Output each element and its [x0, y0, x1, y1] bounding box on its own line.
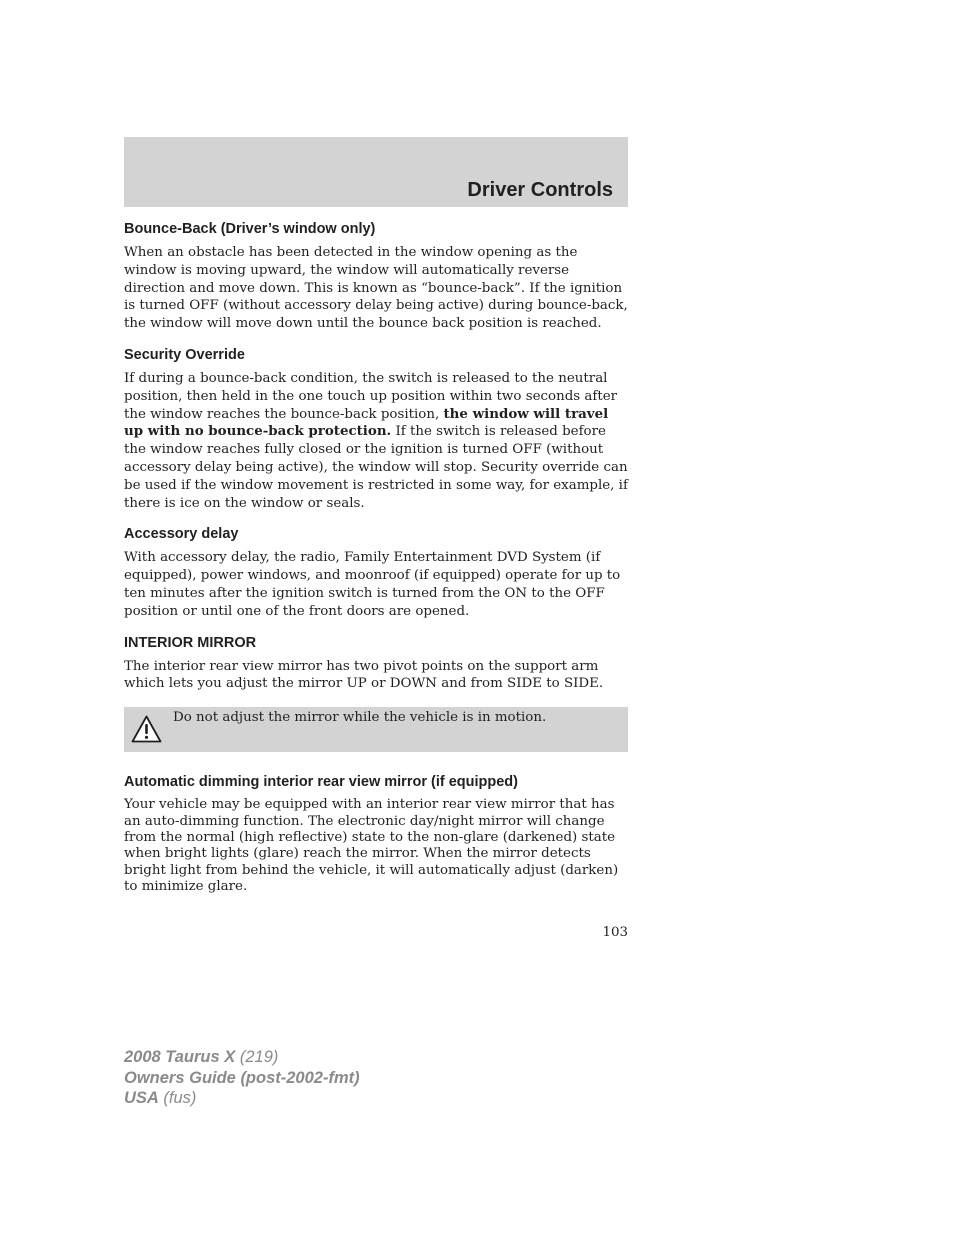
paragraph-interior-mirror: The interior rear view mirror has two pivot points on the support arm which lets you adjust the mirror UP or DOWN and from SIDE to SIDE.	[124, 658, 604, 692]
footer-model-code: (219)	[235, 1048, 279, 1066]
paragraph-auto-dimming-mirror: Your vehicle may be equipped with an interior rear view mirror that has an auto-dimming function. The electronic day/night mirror will change from the normal (high reflective) state to the non-glare (darkened) state when bright lights (glare) reach the mirror. When the mirror detects bright light from behind the vehicle, it will automatically adjust (darken) to minimize glare.	[124, 797, 619, 895]
section-title: Driver Controls	[467, 179, 613, 201]
page-number: 103	[602, 925, 628, 940]
security-text-after: If the switch is released before the window reaches fully closed or the ignition is turned OFF (without accessory delay being active), the window will stop. Security override can be used if the window movement is restricted in some way, for example, if there is ice on the window or seals.	[124, 424, 628, 511]
footer-market-code: (fus)	[158, 1089, 197, 1107]
footer-doc-info	[124, 1047, 360, 1109]
heading-interior-mirror: INTERIOR MIRROR	[124, 634, 257, 651]
heading-accessory-delay: Accessory delay	[124, 526, 239, 543]
footer-market: USA	[124, 1089, 159, 1107]
footer-line-1	[124, 1047, 360, 1068]
security-text-bold: the window will travel up with no bounce-back protection.	[124, 405, 609, 440]
footer-line-2	[124, 1068, 360, 1089]
footer-guide: Owners Guide (post-2002-fmt)	[124, 1068, 360, 1087]
warning-triangle-icon	[131, 715, 162, 743]
paragraph-accessory-delay: With accessory delay, the radio, Family Entertainment DVD System (if equipped), power windows, and moonroof (if equipped) operate for up to ten minutes after the ignition switch is turned from the ON to the OFF position or until one of the front doors are opened.	[124, 550, 621, 619]
paragraph-security-override	[124, 370, 628, 512]
warning-text: Do not adjust the mirror while the vehicle is in motion.	[173, 710, 547, 726]
header-band	[124, 137, 628, 207]
paragraph-bounce-back: When an obstacle has been detected in the window opening as the window is moving upward, the window will automatically reverse direction and move down. This is known as “bounce-back”. If the ignition is turned OFF (without accessory delay being active) during bounce-back, the window will move down until the bounce back position is reached.	[124, 245, 628, 332]
heading-auto-dimming-mirror: Automatic dimming interior rear view mirror (if equipped)	[124, 774, 518, 791]
footer-line-3	[124, 1088, 360, 1109]
footer-model: 2008 Taurus X	[124, 1048, 236, 1066]
page-content	[124, 221, 628, 910]
warning-box	[124, 707, 628, 752]
heading-security-override: Security Override	[124, 346, 245, 363]
security-text-before: If during a bounce-back condition, the switch is released to the neutral position, then held in the one touch up position within two seconds after the window reaches the bounce-back position,	[124, 370, 618, 422]
heading-bounce-back: Bounce-Back (Driver’s window only)	[124, 221, 376, 237]
